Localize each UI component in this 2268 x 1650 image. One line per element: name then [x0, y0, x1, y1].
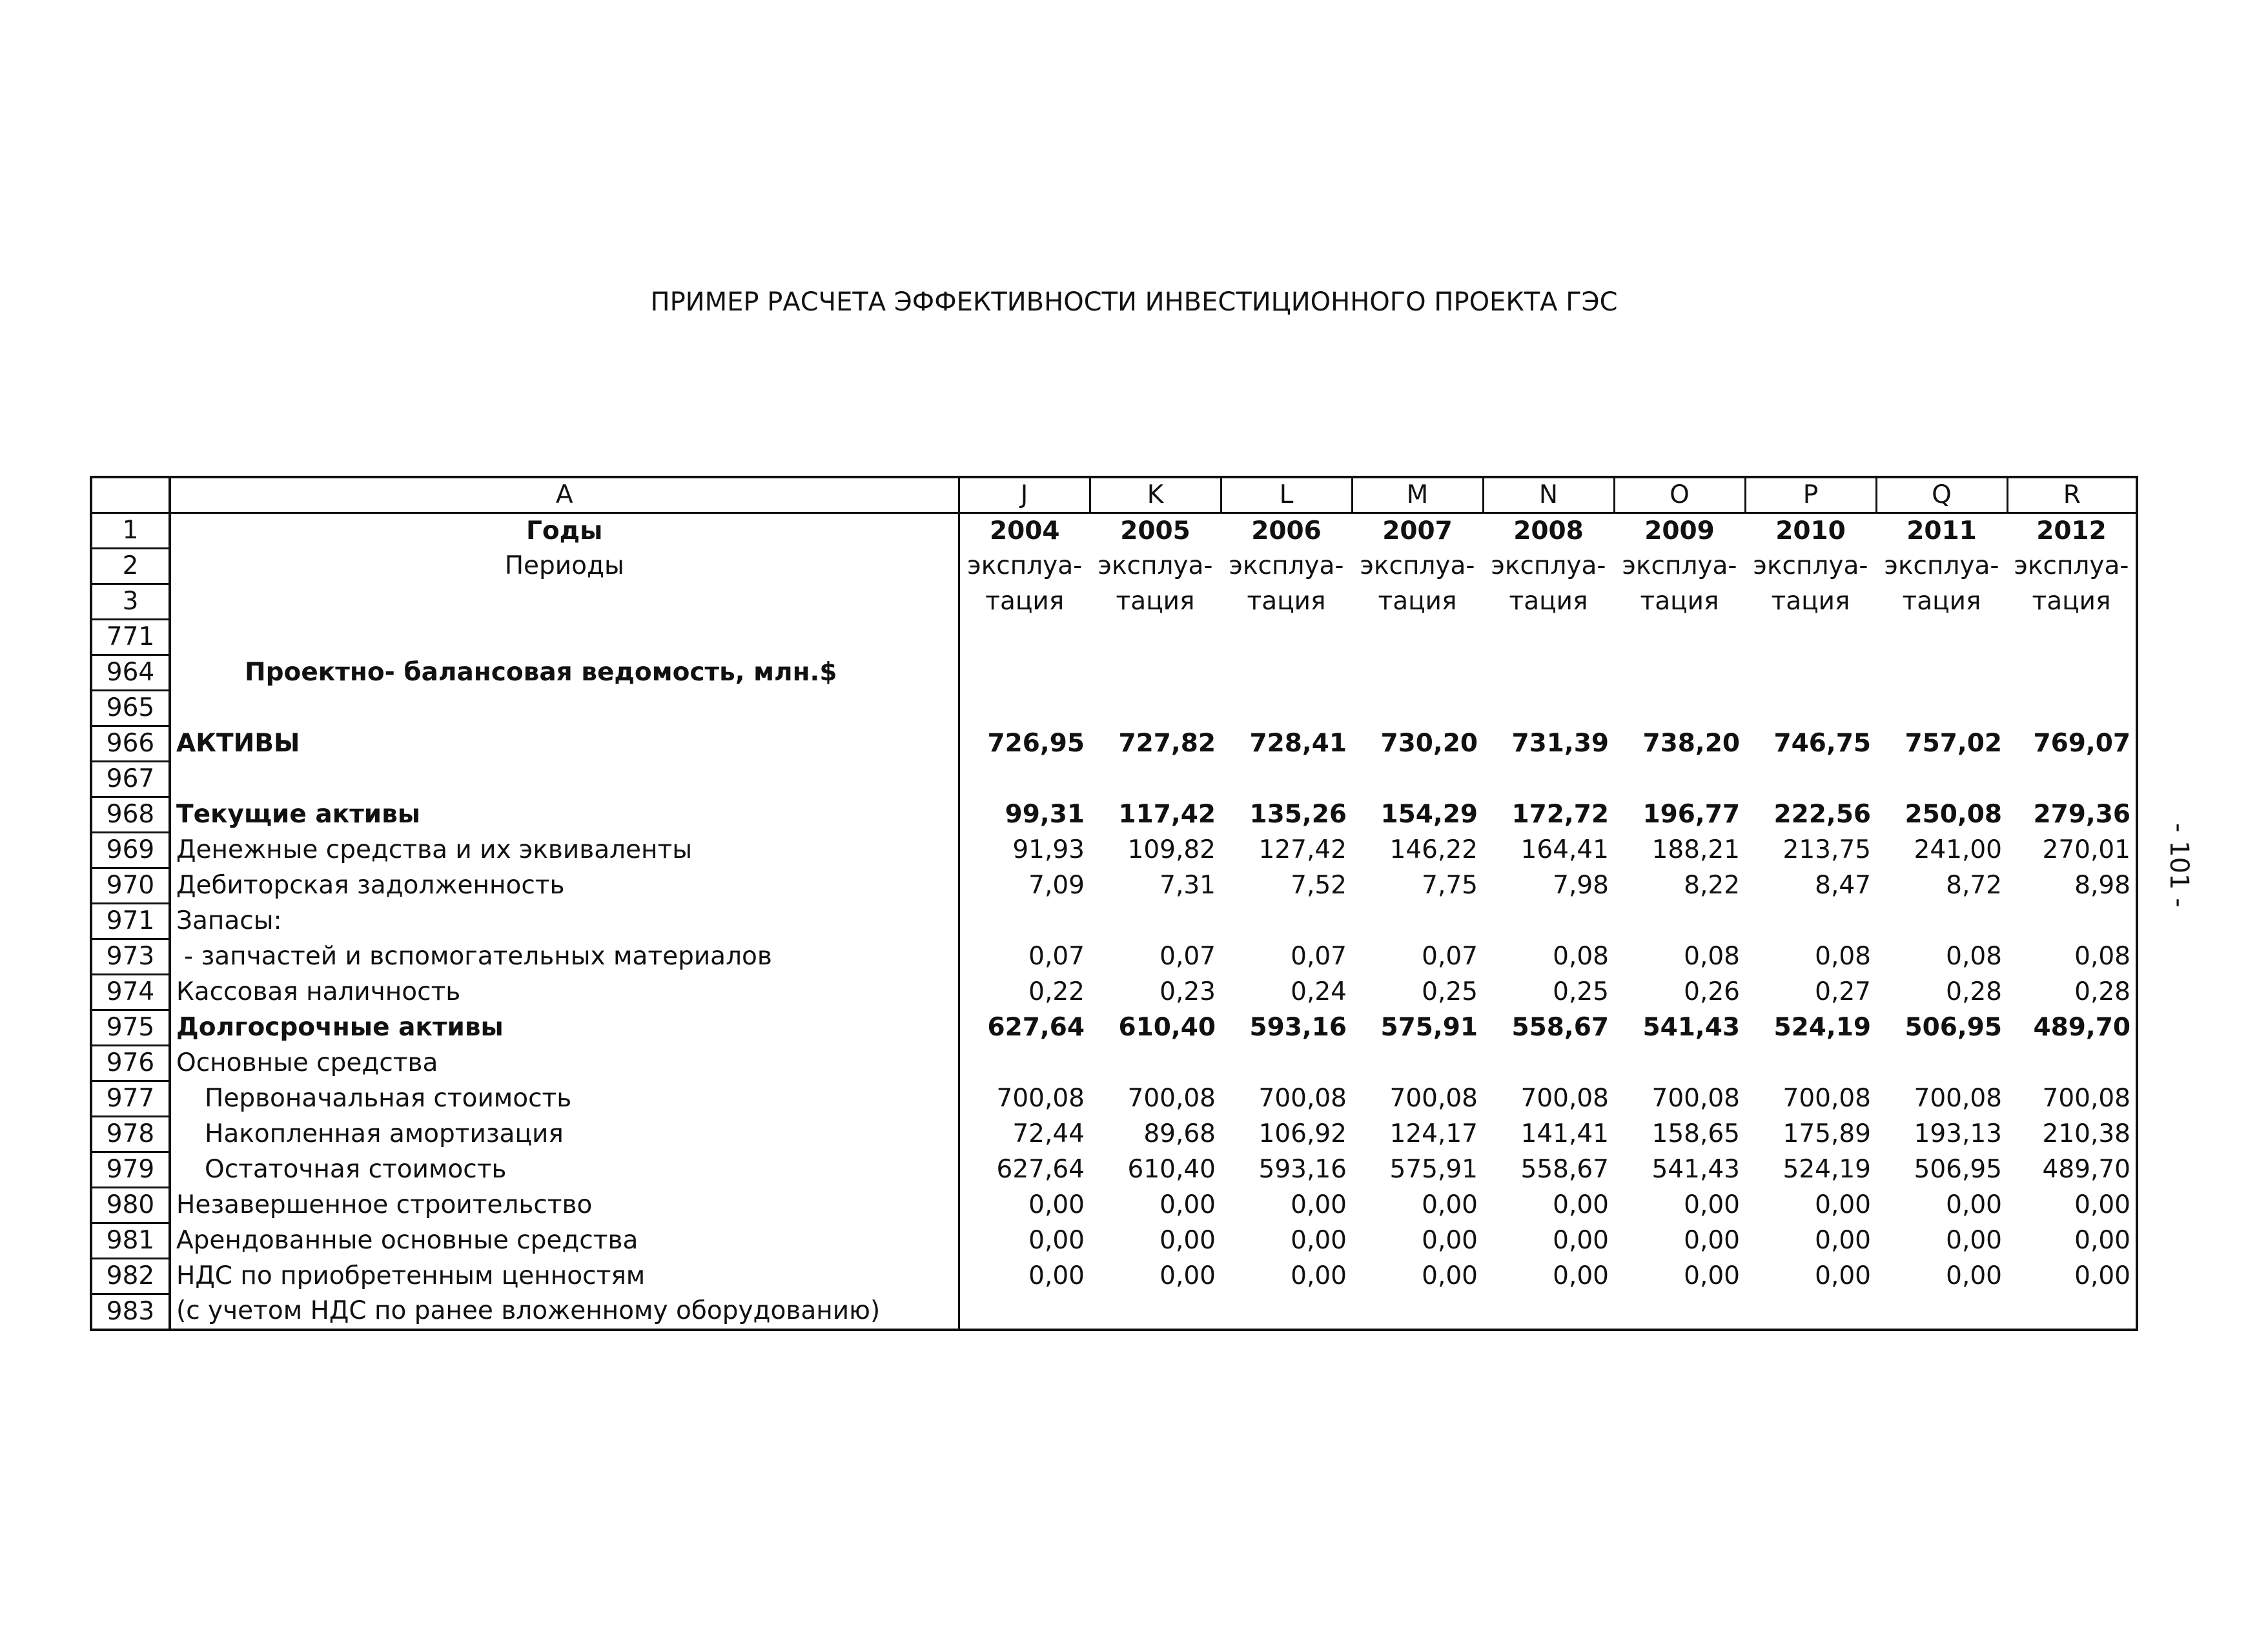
value-cell: эксплуа-	[1360, 551, 1475, 580]
value-cell: 541,43	[1651, 1155, 1740, 1184]
value-cell	[1352, 655, 1483, 691]
row-label	[170, 584, 959, 620]
value-cell: эксплуа-	[2014, 551, 2129, 580]
value-cell: 0,00	[1028, 1190, 1085, 1219]
value-cell	[959, 655, 1090, 691]
value-cell: 210,38	[2042, 1119, 2130, 1148]
value-cell	[1352, 1046, 1483, 1081]
value-cell: 0,00	[1291, 1226, 1347, 1255]
value-cell: 172,72	[1511, 800, 1609, 829]
value-cell: 593,16	[1249, 1013, 1347, 1042]
row-number[interactable]: 969	[91, 833, 170, 868]
value-cell	[1876, 691, 2007, 726]
value-cell: 91,93	[1012, 835, 1085, 864]
row-number[interactable]: 981	[91, 1223, 170, 1259]
value-cell: 7,75	[1422, 871, 1478, 900]
value-cell: 72,44	[1012, 1119, 1085, 1148]
value-cell	[959, 691, 1090, 726]
value-cell	[1483, 655, 1614, 691]
value-cell: 700,08	[1127, 1084, 1216, 1113]
value-cell: 0,00	[1553, 1190, 1609, 1219]
row-number[interactable]: 976	[91, 1046, 170, 1081]
value-cell: тация	[1640, 587, 1719, 616]
value-cell: 0,00	[1160, 1261, 1216, 1290]
value-cell: 8,22	[1684, 871, 1740, 900]
value-cell	[959, 904, 1090, 939]
value-cell: 0,28	[1946, 977, 2002, 1006]
column-letter[interactable]: L	[1221, 477, 1352, 513]
column-letter[interactable]: R	[2007, 477, 2137, 513]
value-cell: тация	[985, 587, 1065, 616]
value-cell	[2007, 904, 2137, 939]
value-cell: 154,29	[1380, 800, 1478, 829]
value-cell	[1352, 762, 1483, 797]
value-cell	[1876, 904, 2007, 939]
value-cell	[1745, 691, 1876, 726]
value-cell	[1745, 1046, 1876, 1081]
row-label: Остаточная стоимость	[170, 1152, 959, 1188]
value-cell: эксплуа-	[1884, 551, 1999, 580]
table-row	[91, 975, 2137, 1010]
row-label: Арендованные основные средства	[170, 1223, 959, 1259]
value-cell: 124,17	[1389, 1119, 1478, 1148]
value-cell: 0,00	[1946, 1190, 2002, 1219]
value-cell: 506,95	[1914, 1155, 2002, 1184]
value-cell: 0,07	[1291, 942, 1347, 971]
value-cell	[2007, 1294, 2137, 1330]
value-cell: 700,08	[996, 1084, 1085, 1113]
table-row	[91, 620, 2137, 655]
value-cell: 109,82	[1127, 835, 1216, 864]
value-cell	[1745, 904, 1876, 939]
value-cell: эксплуа-	[1491, 551, 1606, 580]
value-cell: 8,72	[1946, 871, 2002, 900]
value-cell: 558,67	[1520, 1155, 1609, 1184]
value-cell: 7,31	[1160, 871, 1216, 900]
table-row	[91, 797, 2137, 833]
value-cell: 700,08	[1783, 1084, 1871, 1113]
value-cell: 757,02	[1905, 729, 2002, 758]
row-number[interactable]: 971	[91, 904, 170, 939]
value-cell	[1614, 655, 1745, 691]
value-cell: 0,22	[1028, 977, 1085, 1006]
value-cell: 730,20	[1380, 729, 1478, 758]
value-cell	[1090, 620, 1221, 655]
row-label: Периоды	[170, 549, 959, 584]
value-cell: 0,00	[1160, 1226, 1216, 1255]
value-cell	[2007, 620, 2137, 655]
value-cell	[1352, 620, 1483, 655]
value-cell	[1745, 620, 1876, 655]
value-cell: 524,19	[1783, 1155, 1871, 1184]
value-cell	[1090, 691, 1221, 726]
value-cell	[1745, 655, 1876, 691]
value-cell	[1483, 904, 1614, 939]
value-cell	[1614, 1046, 1745, 1081]
value-cell	[1221, 904, 1352, 939]
value-cell	[1090, 1046, 1221, 1081]
value-cell: эксплуа-	[1229, 551, 1344, 580]
value-cell: 489,70	[2042, 1155, 2130, 1184]
table-row	[91, 1046, 2137, 1081]
row-label: Запасы:	[170, 904, 959, 939]
value-cell: 0,00	[1684, 1261, 1740, 1290]
value-cell: 0,00	[1684, 1226, 1740, 1255]
value-cell: 541,43	[1642, 1013, 1740, 1042]
value-cell: тация	[1509, 587, 1588, 616]
value-cell: 0,00	[2074, 1226, 2130, 1255]
value-cell	[1221, 691, 1352, 726]
table-row	[91, 833, 2137, 868]
table-row	[91, 691, 2137, 726]
value-cell: 0,00	[1422, 1226, 1478, 1255]
value-cell: 627,64	[987, 1013, 1085, 1042]
row-label: - запчастей и вспомогательных материалов	[170, 939, 959, 975]
row-label: Незавершенное строительство	[170, 1188, 959, 1223]
value-cell: 2004	[989, 516, 1060, 545]
row-label: Долгосрочные активы	[170, 1010, 959, 1046]
row-label: Дебиторская задолженность	[170, 868, 959, 904]
value-cell: эксплуа-	[1622, 551, 1737, 580]
value-cell: тация	[2032, 587, 2111, 616]
table-row	[91, 1152, 2137, 1188]
value-cell: 127,42	[1258, 835, 1347, 864]
value-cell: тация	[1902, 587, 1981, 616]
value-cell: 0,00	[1422, 1190, 1478, 1219]
row-label: АКТИВЫ	[170, 726, 959, 762]
value-cell: 0,00	[1553, 1226, 1609, 1255]
value-cell	[1090, 904, 1221, 939]
value-cell	[2007, 762, 2137, 797]
value-cell	[1483, 691, 1614, 726]
value-cell: 627,64	[996, 1155, 1085, 1184]
table-row	[91, 1010, 2137, 1046]
value-cell	[1876, 1046, 2007, 1081]
row-label: Кассовая наличность	[170, 975, 959, 1010]
value-cell: 0,00	[1553, 1261, 1609, 1290]
value-cell: 0,07	[1422, 942, 1478, 971]
value-cell	[1483, 620, 1614, 655]
value-cell: 610,40	[1118, 1013, 1216, 1042]
value-cell: 731,39	[1511, 729, 1609, 758]
value-cell	[1614, 1294, 1745, 1330]
row-number[interactable]: 979	[91, 1152, 170, 1188]
table-row	[91, 1081, 2137, 1117]
column-letter[interactable]: K	[1090, 477, 1221, 513]
value-cell	[1483, 1046, 1614, 1081]
value-cell: 106,92	[1258, 1119, 1347, 1148]
value-cell: 0,27	[1815, 977, 1871, 1006]
row-label: Годы	[170, 513, 959, 549]
row-number[interactable]: 771	[91, 620, 170, 655]
value-cell: 2011	[1906, 516, 1977, 545]
value-cell	[1352, 904, 1483, 939]
column-header-row	[91, 477, 2137, 513]
column-letter[interactable]: O	[1614, 477, 1745, 513]
value-cell	[1090, 1294, 1221, 1330]
column-letter[interactable]: Q	[1876, 477, 2007, 513]
table-row	[91, 1117, 2137, 1152]
value-cell	[1614, 904, 1745, 939]
value-cell: 0,00	[1028, 1226, 1085, 1255]
table-row	[91, 1294, 2137, 1330]
value-cell	[1745, 1294, 1876, 1330]
value-cell	[1090, 655, 1221, 691]
value-cell	[1221, 620, 1352, 655]
table-row	[91, 1188, 2137, 1223]
value-cell	[1614, 691, 1745, 726]
row-number[interactable]: 980	[91, 1188, 170, 1223]
row-label: Денежные средства и их эквиваленты	[170, 833, 959, 868]
value-cell	[1614, 762, 1745, 797]
value-cell: 8,98	[2074, 871, 2130, 900]
value-cell	[1876, 655, 2007, 691]
value-cell: 0,00	[1291, 1261, 1347, 1290]
value-cell: 769,07	[2033, 729, 2130, 758]
row-label: Накопленная амортизация	[170, 1117, 959, 1152]
value-cell: 0,08	[1553, 942, 1609, 971]
value-cell: 558,67	[1511, 1013, 1609, 1042]
value-cell	[1483, 1294, 1614, 1330]
value-cell	[1352, 691, 1483, 726]
value-cell	[1876, 620, 2007, 655]
value-cell: 726,95	[987, 729, 1085, 758]
value-cell: 738,20	[1642, 729, 1740, 758]
value-cell: 99,31	[1005, 800, 1085, 829]
value-cell: 728,41	[1249, 729, 1347, 758]
value-cell: 0,08	[2074, 942, 2130, 971]
table-row	[91, 904, 2137, 939]
value-cell: 0,00	[1815, 1190, 1871, 1219]
value-cell: эксплуа-	[1098, 551, 1213, 580]
value-cell	[1221, 655, 1352, 691]
value-cell: 193,13	[1914, 1119, 2002, 1148]
row-label: НДС по приобретенным ценностям	[170, 1259, 959, 1294]
value-cell	[959, 620, 1090, 655]
value-cell: 7,52	[1291, 871, 1347, 900]
value-cell	[2007, 1046, 2137, 1081]
value-cell	[959, 762, 1090, 797]
value-cell	[1221, 762, 1352, 797]
value-cell: 0,00	[1028, 1261, 1085, 1290]
value-cell	[2007, 655, 2137, 691]
value-cell: 0,00	[2074, 1261, 2130, 1290]
value-cell: 2005	[1120, 516, 1190, 545]
value-cell: 196,77	[1642, 800, 1740, 829]
value-cell	[959, 1046, 1090, 1081]
value-cell: 727,82	[1118, 729, 1216, 758]
row-number[interactable]: 2	[91, 549, 170, 584]
page-number	[2136, 823, 2213, 920]
column-letter[interactable]: J	[959, 477, 1090, 513]
value-cell: 700,08	[2042, 1084, 2130, 1113]
row-label	[170, 620, 959, 655]
value-cell: 575,91	[1380, 1013, 1478, 1042]
value-cell: 2008	[1513, 516, 1584, 545]
value-cell: 593,16	[1258, 1155, 1347, 1184]
value-cell: 700,08	[1258, 1084, 1347, 1113]
value-cell: 0,08	[1946, 942, 2002, 971]
value-cell: 141,41	[1520, 1119, 1609, 1148]
value-cell	[1221, 1294, 1352, 1330]
row-number[interactable]: 964	[91, 655, 170, 691]
value-cell: 0,07	[1160, 942, 1216, 971]
row-number[interactable]: 973	[91, 939, 170, 975]
value-cell: 0,07	[1028, 942, 1085, 971]
row-label: (с учетом НДС по ранее вложенному оборудованию)	[170, 1294, 959, 1330]
value-cell: 175,89	[1783, 1119, 1871, 1148]
value-cell: 0,24	[1291, 977, 1347, 1006]
row-number[interactable]: 982	[91, 1259, 170, 1294]
value-cell	[959, 1294, 1090, 1330]
value-cell: 700,08	[1914, 1084, 2002, 1113]
value-cell: 489,70	[2033, 1013, 2130, 1042]
row-label	[170, 762, 959, 797]
value-cell: 7,09	[1028, 871, 1085, 900]
value-cell: 0,00	[1815, 1261, 1871, 1290]
value-cell: 222,56	[1773, 800, 1871, 829]
value-cell: 117,42	[1118, 800, 1216, 829]
table-row	[91, 1259, 2137, 1294]
value-cell: 2007	[1382, 516, 1453, 545]
value-cell: 188,21	[1651, 835, 1740, 864]
row-number[interactable]: 3	[91, 584, 170, 620]
value-cell	[1221, 1046, 1352, 1081]
value-cell: эксплуа-	[967, 551, 1083, 580]
table-row	[91, 513, 2137, 549]
row-number[interactable]: 965	[91, 691, 170, 726]
row-label: Текущие активы	[170, 797, 959, 833]
value-cell: 0,08	[1684, 942, 1740, 971]
value-cell: 2009	[1644, 516, 1715, 545]
row-label: Первоначальная стоимость	[170, 1081, 959, 1117]
value-cell: 279,36	[2033, 800, 2130, 829]
value-cell	[1483, 762, 1614, 797]
table-row	[91, 655, 2137, 691]
table-row	[91, 762, 2137, 797]
value-cell: 164,41	[1520, 835, 1609, 864]
row-number[interactable]: 968	[91, 797, 170, 833]
value-cell	[2007, 691, 2137, 726]
column-letter[interactable]: A	[170, 477, 959, 513]
value-cell	[1090, 762, 1221, 797]
value-cell: 89,68	[1143, 1119, 1216, 1148]
row-number[interactable]: 983	[91, 1294, 170, 1330]
value-cell	[1876, 1294, 2007, 1330]
value-cell: 2012	[2036, 516, 2107, 545]
value-cell	[1352, 1294, 1483, 1330]
balance-sheet-table	[90, 476, 2138, 1331]
value-cell: 0,00	[1946, 1261, 2002, 1290]
value-cell: 135,26	[1249, 800, 1347, 829]
value-cell: 610,40	[1127, 1155, 1216, 1184]
value-cell	[1745, 762, 1876, 797]
table-row	[91, 549, 2137, 584]
table-row	[91, 868, 2137, 904]
value-cell: тация	[1116, 587, 1195, 616]
table-row	[91, 726, 2137, 762]
value-cell: 8,47	[1815, 871, 1871, 900]
row-number[interactable]: 970	[91, 868, 170, 904]
value-cell: 7,98	[1553, 871, 1609, 900]
value-cell: 2006	[1251, 516, 1322, 545]
value-cell: 0,23	[1160, 977, 1216, 1006]
row-number[interactable]: 977	[91, 1081, 170, 1117]
value-cell	[1614, 620, 1745, 655]
corner-cell	[91, 477, 170, 513]
table-row	[91, 584, 2137, 620]
value-cell: тация	[1771, 587, 1850, 616]
value-cell: 700,08	[1651, 1084, 1740, 1113]
column-letter[interactable]: P	[1745, 477, 1876, 513]
value-cell: 0,25	[1422, 977, 1478, 1006]
table-row	[91, 1223, 2137, 1259]
value-cell: 0,00	[1160, 1190, 1216, 1219]
value-cell: 524,19	[1773, 1013, 1871, 1042]
value-cell: 2010	[1775, 516, 1846, 545]
value-cell: тация	[1247, 587, 1326, 616]
value-cell: 700,08	[1520, 1084, 1609, 1113]
value-cell: 241,00	[1914, 835, 2002, 864]
value-cell: 0,00	[2074, 1190, 2130, 1219]
value-cell: 0,00	[1815, 1226, 1871, 1255]
value-cell: 575,91	[1389, 1155, 1478, 1184]
row-number[interactable]: 974	[91, 975, 170, 1010]
value-cell: 0,26	[1684, 977, 1740, 1006]
row-label: Основные средства	[170, 1046, 959, 1081]
table-row	[91, 939, 2137, 975]
value-cell: 146,22	[1389, 835, 1478, 864]
column-letter[interactable]: N	[1483, 477, 1614, 513]
row-number[interactable]: 975	[91, 1010, 170, 1046]
row-number[interactable]: 978	[91, 1117, 170, 1152]
value-cell: 213,75	[1783, 835, 1871, 864]
value-cell: 270,01	[2042, 835, 2130, 864]
value-cell: тация	[1378, 587, 1457, 616]
row-label	[170, 691, 959, 726]
value-cell: 0,00	[1422, 1261, 1478, 1290]
value-cell: 0,00	[1946, 1226, 2002, 1255]
value-cell: 0,28	[2074, 977, 2130, 1006]
value-cell: 0,00	[1291, 1190, 1347, 1219]
column-letter[interactable]: M	[1352, 477, 1483, 513]
value-cell: 0,25	[1553, 977, 1609, 1006]
row-number[interactable]: 966	[91, 726, 170, 762]
value-cell: 158,65	[1651, 1119, 1740, 1148]
value-cell: 700,08	[1389, 1084, 1478, 1113]
row-number[interactable]: 967	[91, 762, 170, 797]
page-title: ПРИМЕР РАСЧЕТА ЭФФЕКТИВНОСТИ ИНВЕСТИЦИОННОГО ПРОЕКТА ГЭС	[650, 287, 1618, 317]
row-label: Проектно- балансовая ведомость, млн.$	[170, 655, 959, 691]
value-cell: эксплуа-	[1753, 551, 1868, 580]
value-cell: 506,95	[1905, 1013, 2002, 1042]
page-number-label: - 101 -	[2164, 823, 2194, 908]
value-cell: 250,08	[1905, 800, 2002, 829]
value-cell	[1876, 762, 2007, 797]
value-cell: 746,75	[1773, 729, 1871, 758]
row-number[interactable]: 1	[91, 513, 170, 549]
value-cell: 0,00	[1684, 1190, 1740, 1219]
value-cell: 0,08	[1815, 942, 1871, 971]
